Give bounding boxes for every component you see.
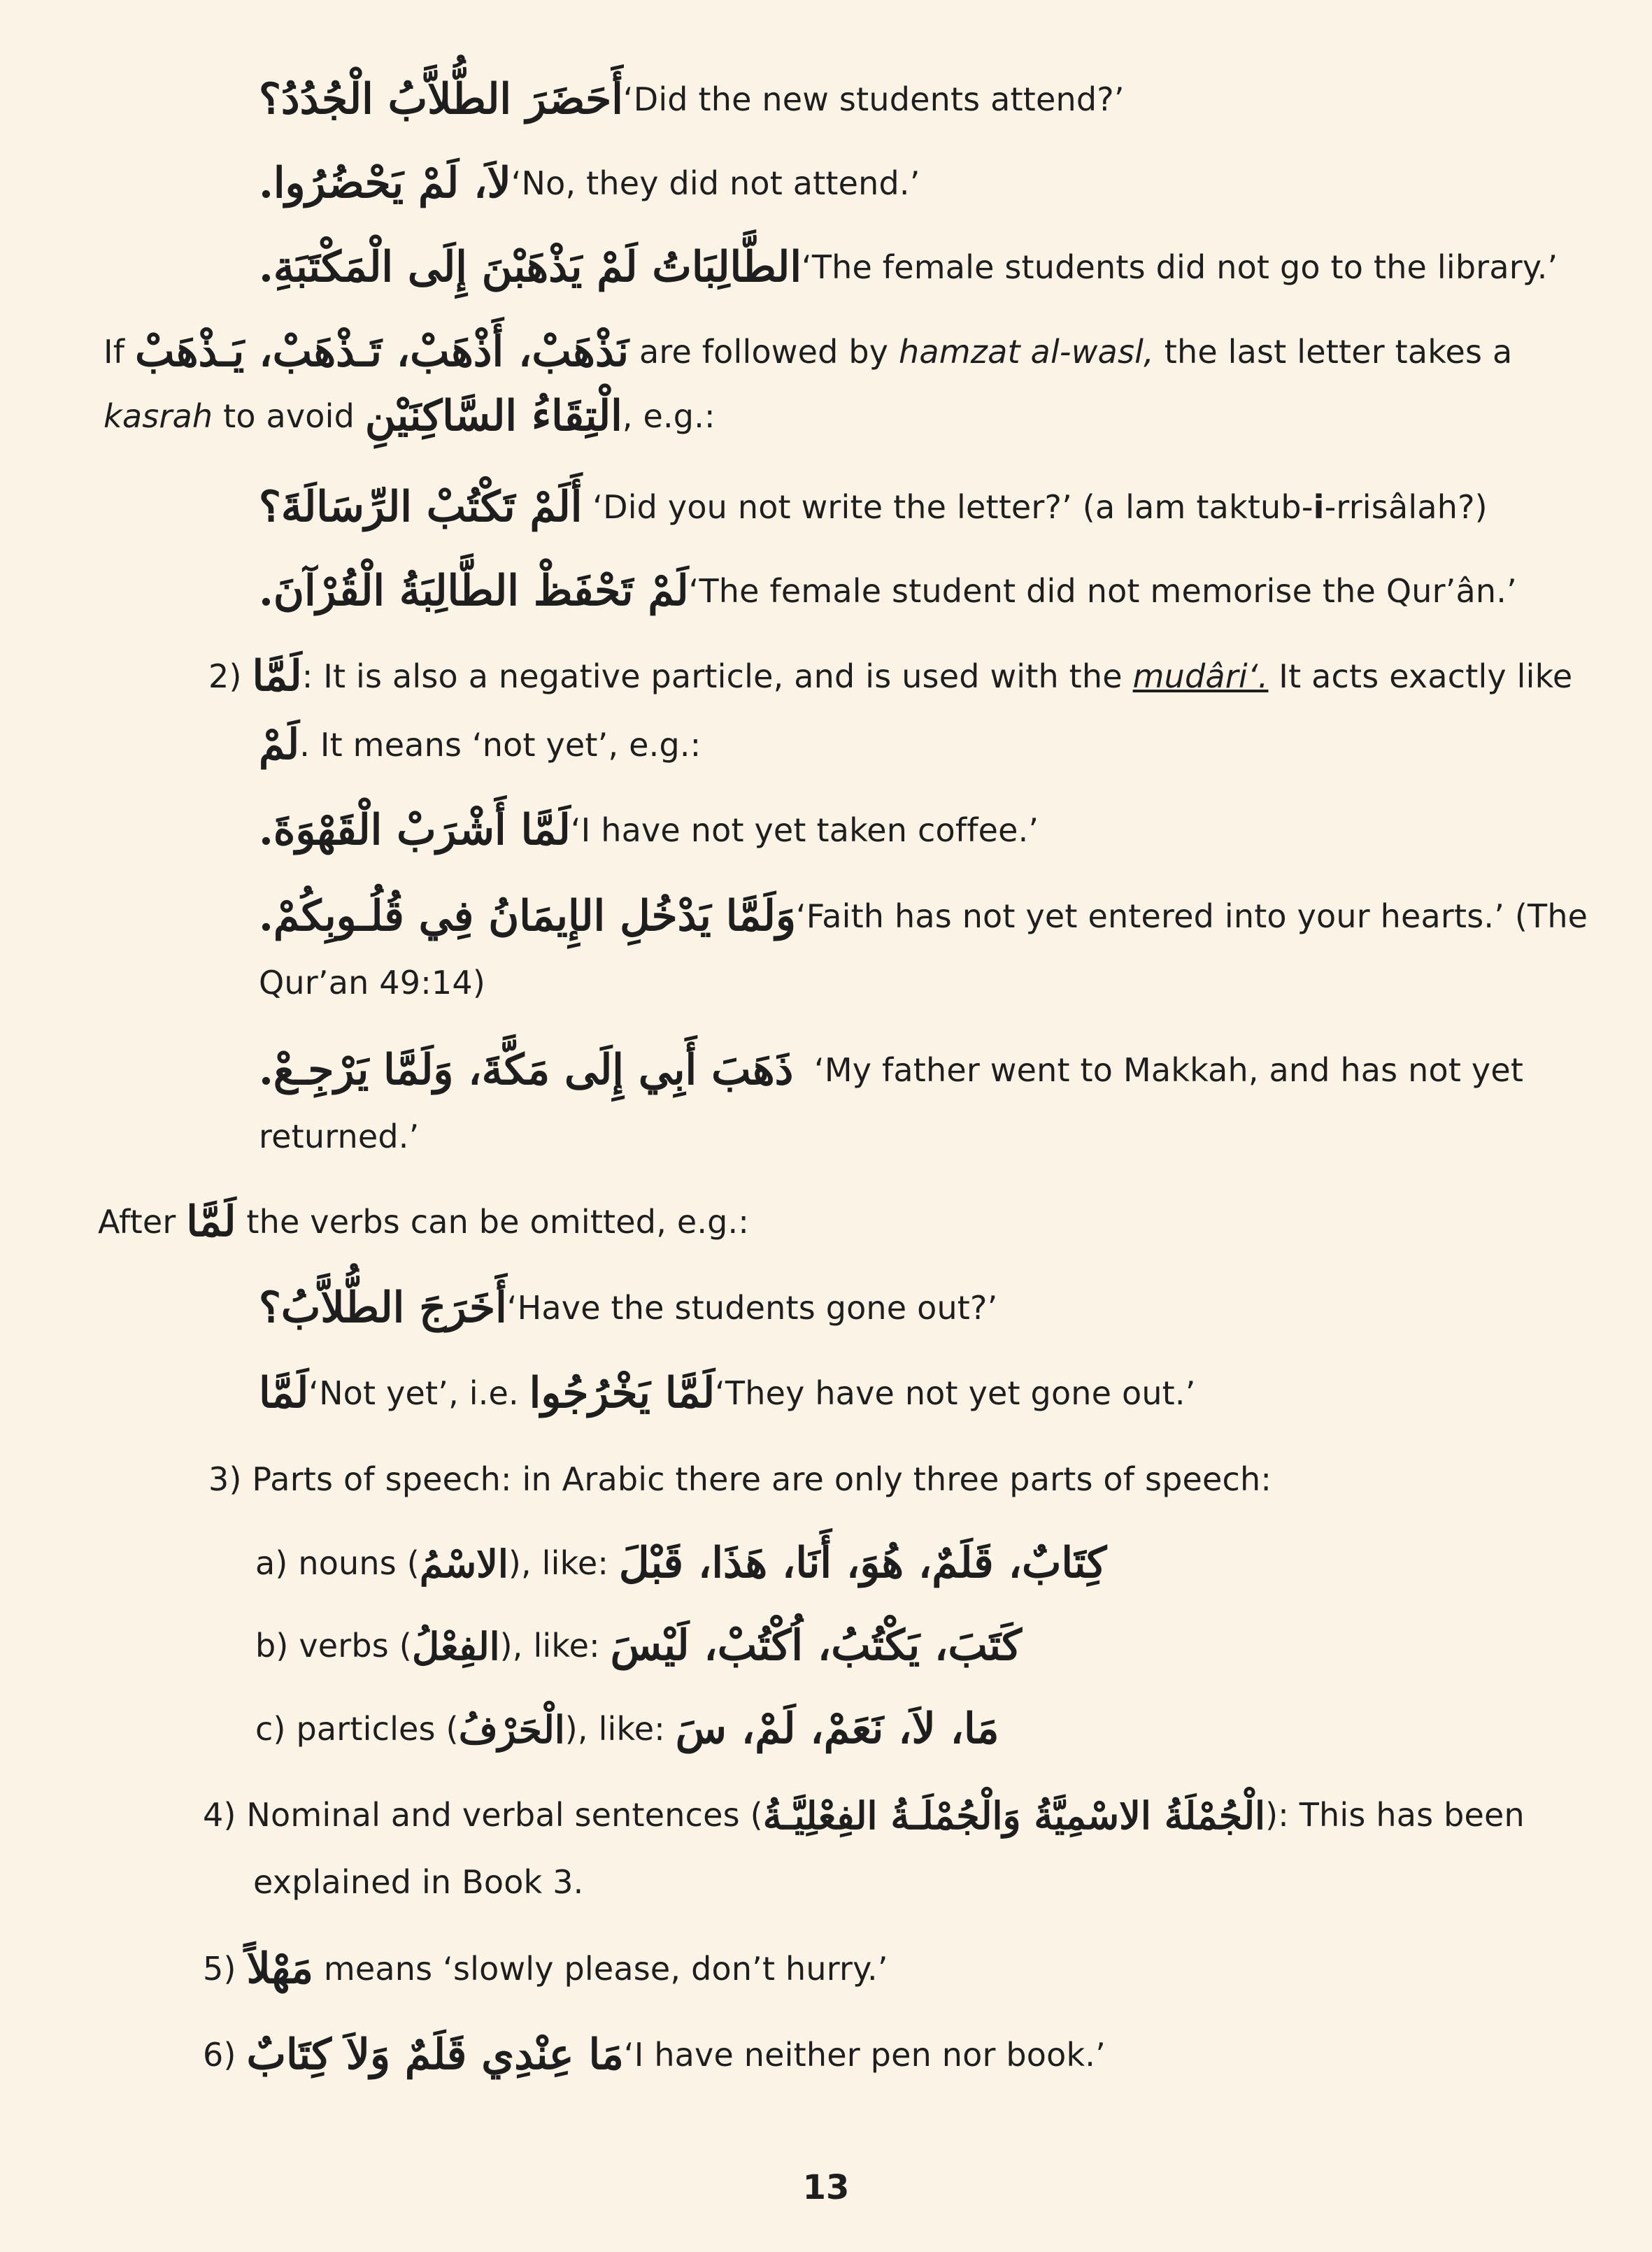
point-2-continued — [259, 720, 701, 769]
translation: ‘They have not yet gone out.’ — [715, 1374, 1196, 1412]
arabic-text: الفِعْلُ — [411, 1624, 500, 1669]
arabic-text: الْتِقَاءُ السَّاكِنَيْنِ — [364, 392, 622, 441]
arabic-text: الطَّالِبَاتُ لَمْ يَذْهَبْنَ إِلَى الْمَكْتَبَةِ. — [259, 243, 802, 292]
text: ): This has been — [1265, 1796, 1525, 1834]
example-line-13 — [259, 1046, 1523, 1095]
arabic-text: ذَهَبَ أَبِي إِلَى مَكَّةَ، وَلَمَّا يَرْجِـعْ. — [259, 1046, 794, 1095]
example-line-1 — [259, 75, 1125, 124]
arabic-text: أَلَمْ تَكْتُبْ الرِّسَالَةَ؟ — [259, 483, 583, 532]
arabic-text: الْجُمْلَةُ الاسْمِيَّةُ وَالْجُمْلَـةُ الفِعْلِيَّـةُ — [762, 1793, 1266, 1838]
translation: ‘Did you not write the letter?’ (a lam taktub- — [592, 488, 1313, 526]
arabic-text: مَهْلاً — [246, 1944, 314, 1993]
translation: ‘The female students did not go to the library.’ — [802, 248, 1558, 286]
arabic-text: لَمَّا يَخْرُجُوا — [529, 1369, 715, 1418]
example-line-17 — [259, 1369, 1196, 1418]
item-number: 2) — [208, 657, 242, 695]
arabic-text: لَمَّا — [259, 1369, 309, 1418]
point-3b-verbs — [255, 1621, 1022, 1671]
arabic-text: وَلَمَّا يَدْخُلِ الإِيمَانُ فِي قُلُـوبِكُمْ. — [259, 892, 796, 941]
arabic-text: نَذْهَبْ، أَذْهَبْ، تَـذْهَبْ، يَـذْهَبْ — [135, 327, 629, 376]
rule-line-if — [104, 327, 1512, 376]
point-4-continued — [253, 1858, 584, 1907]
text: 4) Nominal and verbal sentences ( — [203, 1796, 763, 1834]
point-5 — [203, 1944, 888, 1993]
point-4 — [203, 1790, 1525, 1840]
example-line-11 — [259, 892, 1588, 941]
text: 3) Parts of speech: in Arabic there are only three parts of speech: — [208, 1460, 1272, 1498]
text: : It is also a negative particle, and is used with the — [301, 657, 1123, 695]
term-italic: mudâri‘. — [1132, 657, 1269, 695]
translation: ‘I have not yet taken coffee.’ — [570, 811, 1039, 849]
arabic-text: أَحَضَرَ الطُّلاَّبُ الْجُدُدُ؟ — [259, 75, 623, 124]
arabic-text: لاَ، لَمْ يَحْضُرُوا. — [259, 159, 511, 208]
translation: -rrisâlah?) — [1324, 488, 1488, 526]
arabic-text: أَخَرَجَ الطُّلاَّبُ؟ — [259, 1283, 507, 1332]
translation: ‘No, they did not attend.’ — [511, 164, 920, 202]
point-2 — [208, 652, 1572, 701]
point-6 — [203, 2030, 1106, 2079]
example-line-11-continued — [259, 958, 485, 1007]
point-3 — [208, 1455, 1272, 1504]
example-line-16 — [259, 1283, 997, 1332]
text: to avoid — [223, 397, 355, 435]
translation: returned.’ — [259, 1118, 420, 1155]
rule-line-kasrah — [104, 392, 715, 441]
text: are followed by — [639, 333, 889, 371]
item-number: 5) — [203, 1950, 236, 1988]
example-line-2 — [259, 159, 920, 208]
translation: ‘I have neither pen nor book.’ — [623, 2036, 1106, 2074]
translation: ‘The female student did not memorise the Qur’ân.’ — [688, 572, 1517, 610]
text: ), like: — [499, 1627, 600, 1665]
translation: Qur’an 49:14) — [259, 964, 485, 1002]
text: the verbs can be omitted, e.g.: — [246, 1203, 750, 1241]
text: It acts exactly like — [1279, 657, 1573, 695]
text: After — [98, 1203, 176, 1241]
text: b) verbs ( — [255, 1627, 412, 1665]
translation: ‘Faith has not yet entered into your hearts.’ (The — [795, 897, 1588, 935]
example-line-7 — [259, 566, 1517, 615]
example-line-13-continued — [259, 1112, 419, 1161]
arabic-text: لَمْ — [259, 720, 300, 769]
example-line-3 — [259, 243, 1558, 292]
arabic-text: لَمَّا — [252, 652, 302, 701]
arabic-text: مَا عِنْدِي قَلَمٌ وَلاَ كِتَابٌ — [246, 2030, 624, 2079]
text: ), like: — [564, 1710, 665, 1748]
text: . It means ‘not yet’, e.g.: — [299, 726, 702, 764]
translation: ‘Have the students gone out?’ — [506, 1289, 998, 1327]
text: means ‘slowly please, don’t hurry.’ — [323, 1950, 888, 1988]
arabic-text: الاسْمُ — [419, 1541, 508, 1586]
example-line-6 — [259, 483, 1488, 532]
point-3a-nouns — [255, 1539, 1106, 1588]
text: , e.g.: — [622, 397, 715, 435]
text: ), like: — [508, 1544, 609, 1582]
translation: ‘Not yet’, i.e. — [308, 1374, 519, 1412]
arabic-text: مَا، لاَ، نَعَمْ، لَمْ، سَ — [675, 1704, 999, 1753]
arabic-text: لَمَّا — [186, 1197, 236, 1246]
text: the last letter takes a — [1164, 333, 1513, 371]
text: a) nouns ( — [255, 1544, 420, 1582]
term-italic: hamzat al-wasl, — [899, 333, 1154, 371]
term-italic: kasrah — [104, 397, 213, 435]
arabic-text: لَمَّا أَشْرَبْ الْقَهْوَةَ. — [259, 806, 571, 855]
page-number: 13 — [802, 2168, 850, 2207]
item-number: 6) — [203, 2036, 236, 2074]
text: If — [104, 333, 125, 371]
text: c) particles ( — [255, 1710, 459, 1748]
rule-line-after-lamma — [98, 1197, 749, 1246]
arabic-text: كَتَبَ، يَكْتُبُ، اُكْتُبْ، لَيْسَ — [610, 1621, 1022, 1670]
translation: ‘My father went to Makkah, and has not yet — [814, 1051, 1524, 1089]
text: explained in Book 3. — [253, 1863, 584, 1901]
point-3c-particles — [255, 1704, 999, 1754]
arabic-text: لَمْ تَحْفَظْ الطَّالِبَةُ الْقُرْآنَ. — [259, 566, 689, 615]
example-line-10 — [259, 806, 1039, 855]
translation-bold: i — [1313, 488, 1325, 526]
translation: ‘Did the new students attend?’ — [622, 80, 1125, 118]
arabic-text: الْحَرْفُ — [458, 1707, 565, 1752]
arabic-text: كِتَابٌ، قَلَمٌ، هُوَ، أَنَا، هَذَا، قَبْلَ — [618, 1539, 1107, 1588]
